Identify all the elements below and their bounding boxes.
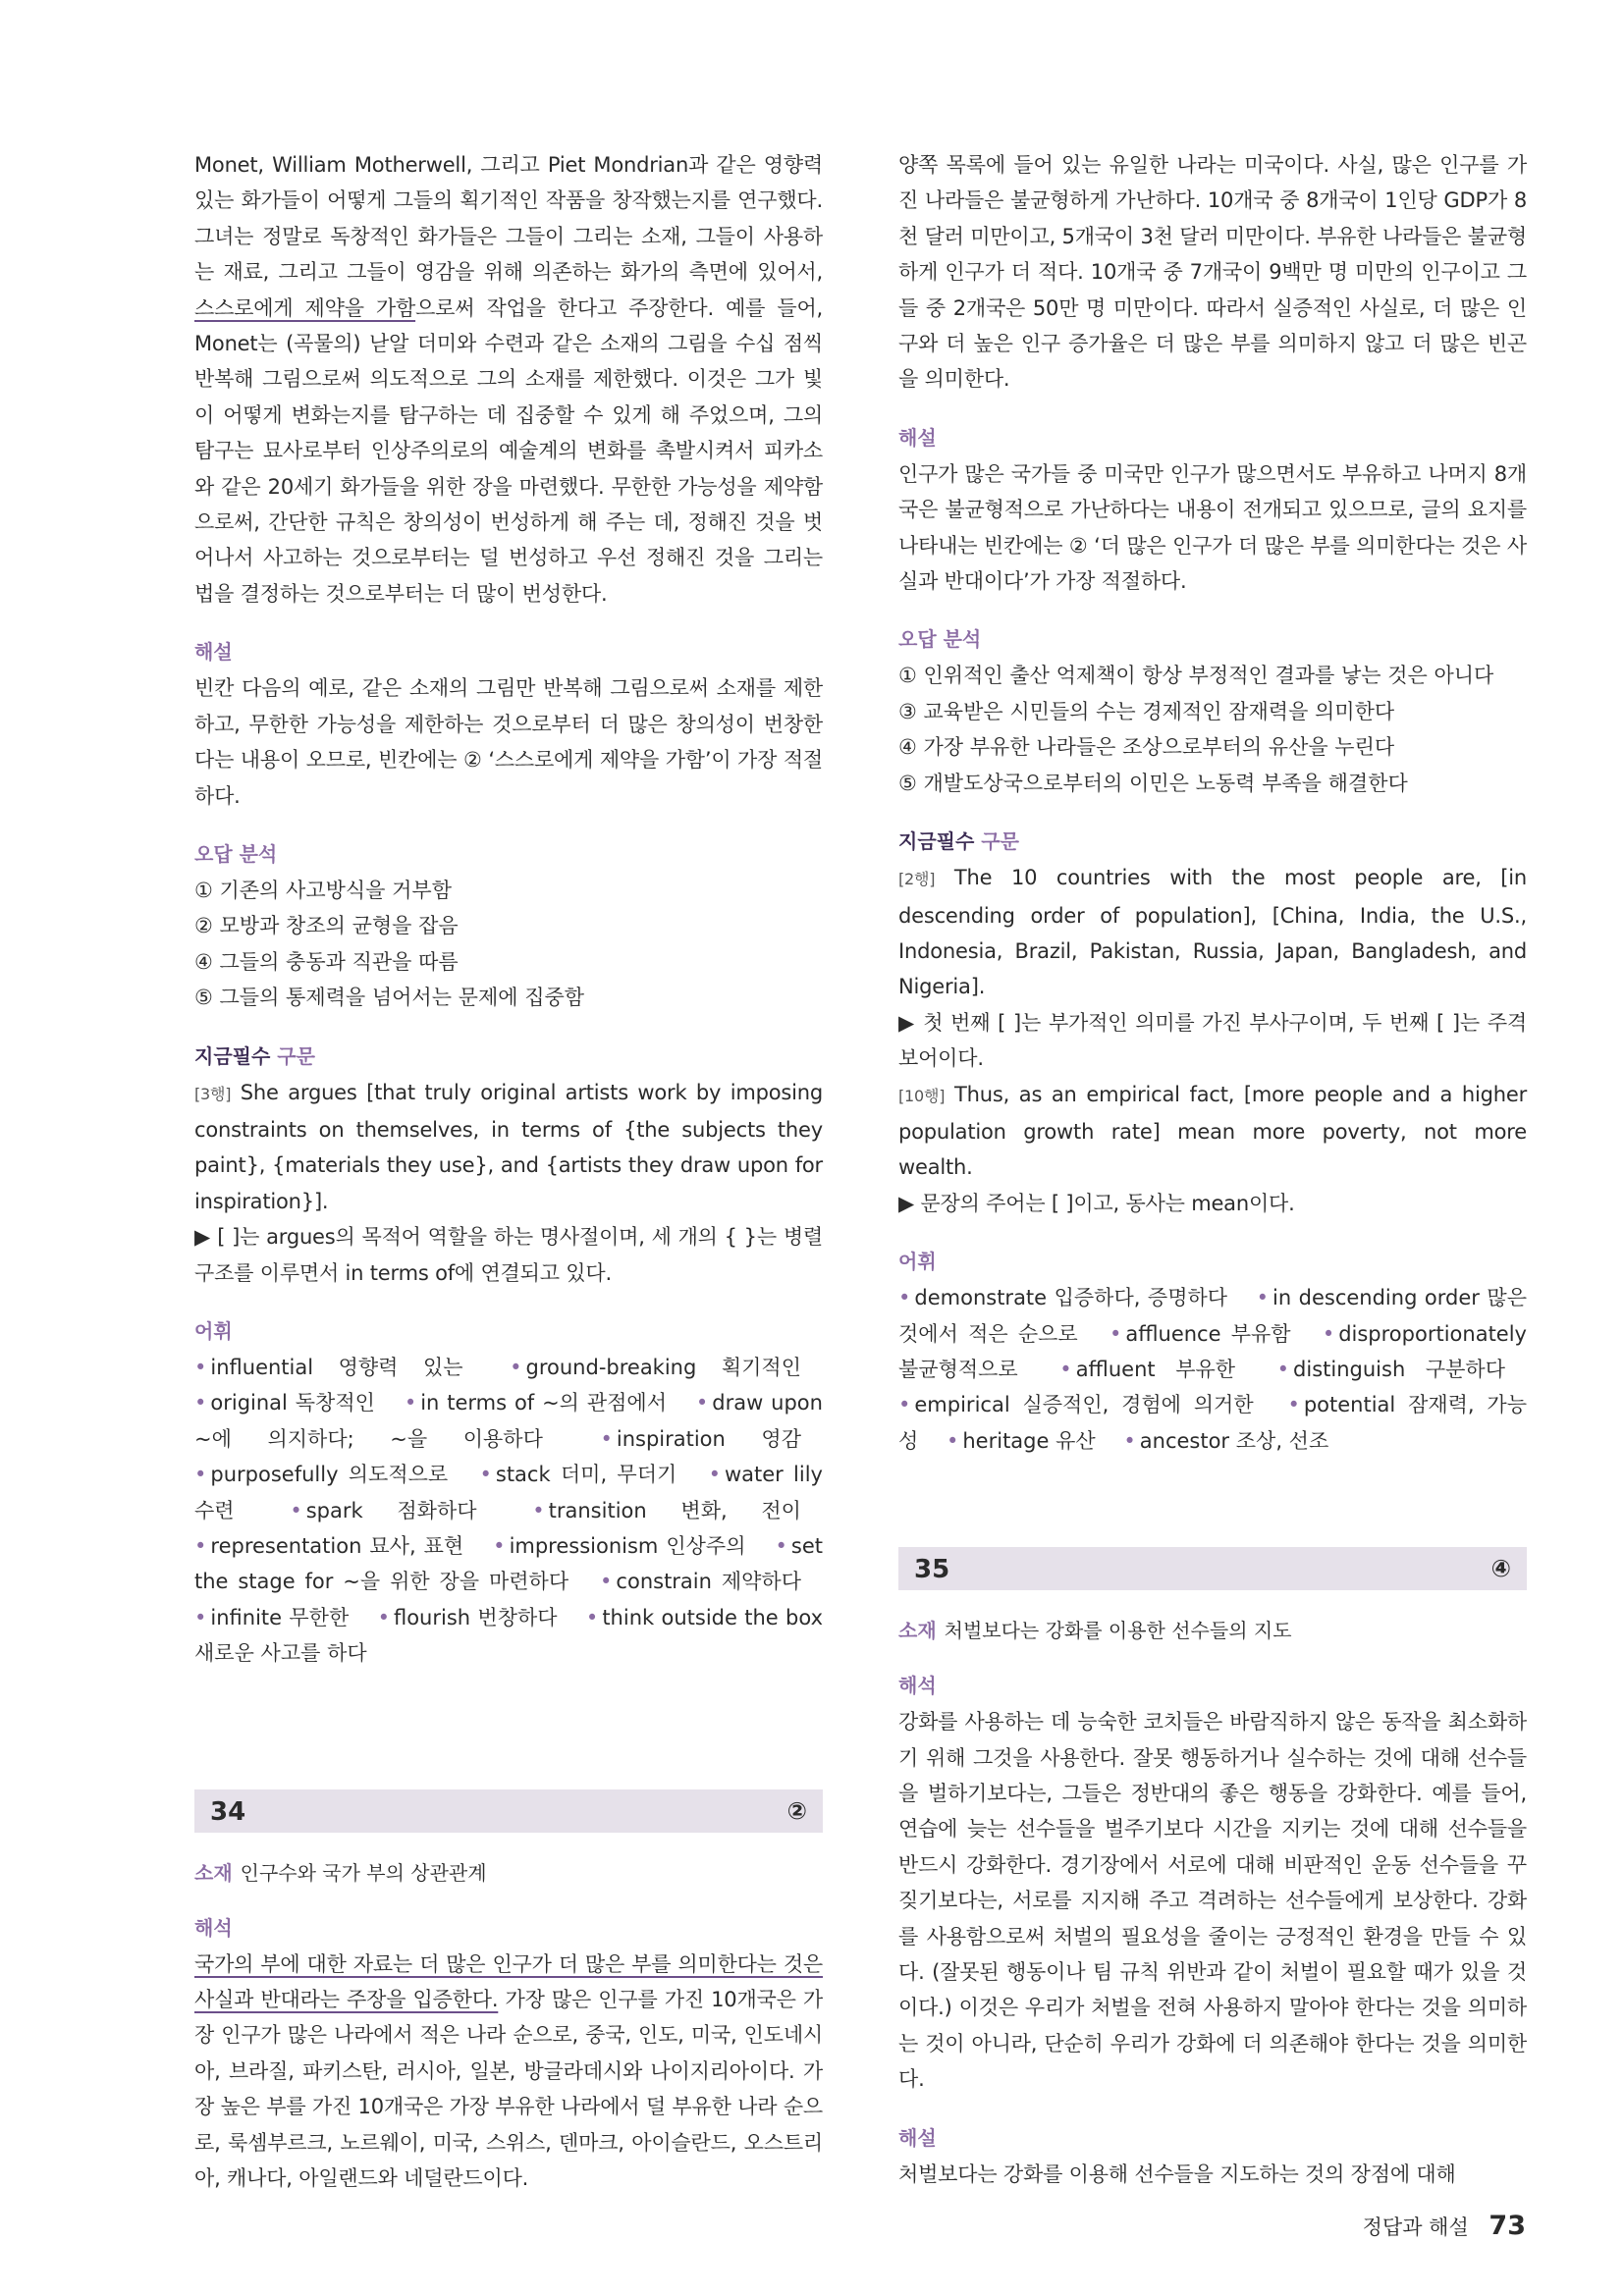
line-tag: [3행] (194, 1084, 232, 1103)
heading-vocab: 어휘 (194, 1318, 233, 1343)
bullet-icon: • (695, 1391, 709, 1415)
highlighted-phrase: 스스로에게 제약을 가함 (194, 295, 416, 320)
bullet-icon: • (493, 1534, 506, 1558)
heading-explain: 해설 (898, 2125, 937, 2150)
vocab-item: • affluence 부유함 (1109, 1321, 1291, 1346)
topic-line: 소재 처벌보다는 강화를 이용한 선수들의 지도 (898, 1619, 1292, 1643)
vocab-item: • empirical 실증적인, 경험에 의거한 (898, 1393, 1254, 1417)
vocab-item: • set the stage for ~을 위한 장을 마련하다 (194, 1534, 823, 1594)
vocab-item: • infinite 무한한 (194, 1605, 350, 1629)
syntax-sentence: [2행] The 10 countries with the most people are, [in descending order of population], [China, India, the U.S., Indonesia, Brazil, Pakistan, Russia, Japan, Bangladesh, and Nigeria]. (898, 866, 1527, 999)
wrong-option: ④ 가장 부유한 나라들은 조상으로부터의 유산을 누린다 (898, 735, 1395, 760)
bullet-icon: • (532, 1498, 545, 1522)
bullet-icon: • (898, 1286, 911, 1310)
wrong-option: ③ 교육받은 시민들의 수는 경제적인 잠재력을 의미한다 (898, 699, 1395, 723)
bullet-icon: • (708, 1463, 721, 1487)
page-footer (1363, 2211, 1526, 2241)
vocab-item: • disproportionately 불균형적으로 (898, 1321, 1527, 1381)
syntax-note: ▶ 첫 번째 [ ]는 부가적인 의미를 가진 부사구이며, 두 번째 [ ]는 주격보어이다. (898, 1010, 1527, 1071)
line-tag: [10행] (898, 1086, 946, 1105)
bullet-icon: • (775, 1534, 787, 1558)
explanation-33: 빈칸 다음의 예로, 같은 소재의 그림만 반복해 그림으로써 소재를 제한하고, 무한한 가능성을 제한하는 것으로부터 더 많은 창의성이 번창한다는 내용이 오므로, 빈칸에는 ② ‘스스로에게 제약을 가함’이 가장 적절하다. (194, 676, 823, 808)
vocab-item: • ground-breaking 획기적인 (510, 1355, 801, 1379)
wrong-options-list (194, 873, 823, 1016)
translation-35: 강화를 사용하는 데 능숙한 코치들은 바람직하지 않은 동작을 최소화하기 위해 그것을 사용한다. 잘못 행동하거나 실수하는 것에 대해 선수들을 벌하기보다는, 그들은 정반대의 좋은 행동을 강화한다. 예를 들어, 연습에 늦는 선수들을 벌주기보다 시간을 지키는 것에 대해 선수들을 반드시 강화한다. 경기장에서 서로에 대해 비판적인 운동 선수들을 꾸짖기보다는, 서로를 지지해 주고 격려하는 선수들에게 보상한다. 강화를 사용함으로써 처벌의 필요성을 줄이는 긍정적인 환경을 만들 수 있다. (잘못된 행동이나 팀 규칙 위반과 같이 처벌이 필요할 때가 있을 것이다.) 이것은 우리가 처벌을 전혀 사용하지 말아야 한다는 것을 의미하는 것이 아니라, 단순히 우리가 강화에 더 의존해야 한다는 것을 의미한다. (898, 1710, 1527, 2092)
syntax-note: ▶ [ ]는 argues의 목적어 역할을 하는 명사절이며, 세 개의 { }는 병렬 구조를 이루면서 in terms of에 연결되고 있다. (194, 1225, 823, 1285)
bullet-icon: • (194, 1605, 207, 1629)
question-number: 35 (914, 1555, 950, 1585)
page-number: 73 (1489, 2211, 1526, 2241)
heading-translation: 해석 (898, 1674, 937, 1698)
answer-badge: ② (786, 1796, 807, 1825)
vocab-list (194, 1350, 823, 1672)
heading-syntax: 지금필수 구문 (898, 829, 1019, 854)
vocab-list (898, 1280, 1527, 1459)
bullet-icon: • (1059, 1357, 1072, 1381)
heading-explain: 해설 (898, 425, 937, 450)
explanation-34: 인구가 많은 국가들 중 미국만 인구가 많으면서도 부유하고 나머지 8개국은 불균형적으로 가난하다는 내용이 전개되고 있으므로, 글의 요지를 나타내는 빈칸에는 ② ‘더 많은 인구가 더 많은 부를 의미한다는 것은 사실과 반대이다’가 가장 적절하다. (898, 461, 1527, 594)
bullet-icon: • (194, 1463, 207, 1487)
heading-vocab: 어휘 (898, 1250, 937, 1274)
vocab-item: • transition 변화, 전이 (532, 1498, 801, 1522)
highlighted-sentence: 국가의 부에 대한 자료는 더 많은 인구가 더 많은 부를 의미한다는 것은 사실과 반대라는 주장을 입증한다. (194, 1951, 823, 2012)
answer-badge: ④ (1490, 1555, 1511, 1583)
vocab-item: • spark 점화하다 (290, 1498, 477, 1522)
heading-wrong-analysis: 오답 분석 (898, 627, 982, 652)
syntax-sentence: [10행] Thus, as an empirical fact, [more people and a higher population growth rate] mean more poverty, not more wealth. (898, 1082, 1527, 1180)
vocab-item: • ancestor 조상, 선조 (1123, 1428, 1329, 1453)
vocab-item: • impressionism 인상주의 (493, 1534, 746, 1558)
vocab-item: • purposefully 의도적으로 (194, 1463, 449, 1487)
vocab-item: • flourish 번창하다 (377, 1605, 558, 1629)
wrong-option: ④ 그들의 충동과 직관을 따름 (194, 949, 459, 974)
vocab-item: • in terms of ~의 관점에서 (404, 1391, 667, 1415)
vocab-item: • draw upon ~에 의지하다; ~을 이용하다 (194, 1391, 823, 1451)
syntax-note: ▶ 문장의 주어는 [ ]이고, 동사는 mean이다. (898, 1191, 1295, 1215)
bullet-icon: • (1256, 1286, 1269, 1310)
spacer (194, 1672, 823, 1789)
vocab-item: • think outside the box 새로운 사고를 하다 (194, 1605, 823, 1666)
bullet-icon: • (510, 1355, 522, 1379)
wrong-option: ① 기존의 사고방식을 거부함 (194, 878, 452, 902)
bullet-icon: • (1109, 1321, 1122, 1346)
bullet-icon: • (600, 1570, 613, 1594)
line-tag: [2행] (898, 870, 936, 889)
wrong-option: ② 모방과 창조의 균형을 잡음 (194, 914, 459, 938)
bullet-icon: • (1287, 1393, 1300, 1417)
bullet-icon: • (194, 1391, 207, 1415)
topic-line: 소재 인구수와 국가 부의 상관관계 (194, 1860, 487, 1885)
heading-translation: 해석 (194, 1915, 233, 1940)
bullet-icon: • (600, 1426, 613, 1451)
left-column (194, 147, 823, 2196)
question-number: 34 (210, 1796, 246, 1827)
vocab-item: • distinguish 구분하다 (1276, 1357, 1505, 1381)
bullet-icon: • (1123, 1428, 1136, 1453)
vocab-item: • heritage 유산 (946, 1428, 1096, 1453)
heading-syntax: 지금필수 구문 (194, 1043, 315, 1068)
question-35-header (898, 1547, 1527, 1590)
vocab-item: • potential 잠재력, 가능성 (898, 1393, 1527, 1453)
syntax-sentence: [3행] She argues [that truly original artists work by imposing constraints on themselves, in terms of {the subjects they paint}, {materials they use}, and {artists they draw upon for inspiration}]. (194, 1080, 823, 1213)
passage-33-translation-cont: Monet, William Motherwell, 그리고 Piet Mondrian과 같은 영향력 있는 화가들이 어떻게 그들의 획기적인 작품을 창작했는지를 연구했다. 그녀는 정말로 독창적인 화가들은 그들이 그리는 소재, 그들이 사용하는 재료, 그리고 그들이 영감을 위해 의존하는 화가의 측면에 있어서, 스스로에게 제약을 가함으로써 작업을 한다고 주장한다. 예를 들어, Monet는 (곡물의) 낟알 더미와 수련과 같은 소재의 그림을 수십 점씩 반복해 그림으로써 의도적으로 그의 소재를 제한했다. 이것은 그가 빛이 어떻게 변화는지를 탐구하는 데 집중할 수 있게 해 주었으며, 그의 탐구는 묘사로부터 인상주의로의 예술계의 변화를 촉발시켜서 피카소와 같은 20세기 화가들을 위한 장을 마련했다. 무한한 가능성을 제약함으로써, 간단한 규칙은 창의성이 번성하게 해 주는 데, 정해진 것을 벗어나서 사고하는 것으로부터는 덜 번성하고 우선 정해진 것을 그리는 법을 결정하는 것으로부터는 더 많이 번성한다. (194, 153, 824, 606)
heading-explain: 해설 (194, 640, 233, 665)
bullet-icon: • (290, 1498, 302, 1522)
vocab-item: • constrain 제약하다 (600, 1570, 801, 1594)
vocab-item: • influential 영향력 있는 (194, 1355, 463, 1379)
translation-34-cont: 양쪽 목록에 들어 있는 유일한 나라는 미국이다. 사실, 많은 인구를 가진 나라들은 불균형하게 가난하다. 10개국 중 8개국이 1인당 GDP가 8천 달러 미만이고, 5개국이 3천 달러 미만이다. 부유한 나라들은 불균형하게 인구가 더 적다. 10개국 중 7개국이 9백만 명 미만의 인구이고 그들 중 2개국은 50만 명 미만이다. 따라서 실증적인 사실로, 더 많은 인구와 더 높은 인구 증가율은 더 많은 부를 의미하지 않고 더 많은 빈곤을 의미한다. (898, 153, 1527, 392)
vocab-item: • stack 더미, 무더기 (479, 1463, 677, 1487)
bullet-icon: • (377, 1605, 390, 1629)
wrong-options-list (898, 658, 1527, 801)
footer-label: 정답과 해설 (1362, 2216, 1469, 2239)
vocab-item: • affluent 부유한 (1059, 1357, 1236, 1381)
bullet-icon: • (194, 1534, 207, 1558)
bullet-icon: • (946, 1428, 959, 1453)
bullet-icon: • (1276, 1357, 1290, 1381)
explanation-35: 처벌보다는 강화를 이용해 선수들을 지도하는 것의 장점에 대해 (898, 2162, 1456, 2186)
bullet-icon: • (404, 1391, 417, 1415)
wrong-option: ① 인위적인 출산 억제책이 항상 부정적인 결과를 낳는 것은 아니다 (898, 664, 1494, 688)
vocab-item: • demonstrate 입증하다, 증명하다 (898, 1286, 1228, 1310)
vocab-item: • original 독창적인 (194, 1391, 375, 1415)
spacer (898, 1459, 1527, 1547)
wrong-option: ⑤ 개발도상국으로부터의 이민은 노동력 부족을 해결한다 (898, 771, 1408, 795)
heading-wrong-analysis: 오답 분석 (194, 841, 278, 866)
vocab-item: • in descending order 많은 것에서 적은 순으로 (898, 1286, 1527, 1346)
right-column (898, 147, 1527, 2192)
bullet-icon: • (479, 1463, 492, 1487)
question-34-header (194, 1789, 823, 1833)
bullet-icon: • (1322, 1321, 1335, 1346)
bullet-icon: • (194, 1355, 207, 1379)
vocab-item: • water lily 수련 (194, 1463, 823, 1522)
wrong-option: ⑤ 그들의 통제력을 넘어서는 문제에 집중함 (194, 986, 585, 1010)
vocab-item: • representation 묘사, 표현 (194, 1534, 464, 1558)
bullet-icon: • (585, 1605, 599, 1629)
vocab-item: • inspiration 영감 (600, 1426, 801, 1451)
bullet-icon: • (898, 1393, 911, 1417)
translation-34: 국가의 부에 대한 자료는 더 많은 인구가 더 많은 부를 의미한다는 것은 사실과 반대라는 주장을 입증한다. 가장 많은 인구를 가진 10개국은 가장 인구가 많은 나라에서 적은 나라 순으로, 중국, 인도, 미국, 인도네시아, 브라질, 파키스탄, 러시아, 일본, 방글라데시와 나이지리아이다. 가장 높은 부를 가진 10개국은 가장 부유한 나라에서 덜 부유한 나라 순으로, 룩셈부르크, 노르웨이, 미국, 스위스, 덴마크, 아이슬란드, 오스트리아, 캐나다, 아일랜드와 네덜란드이다. (194, 1951, 823, 2191)
